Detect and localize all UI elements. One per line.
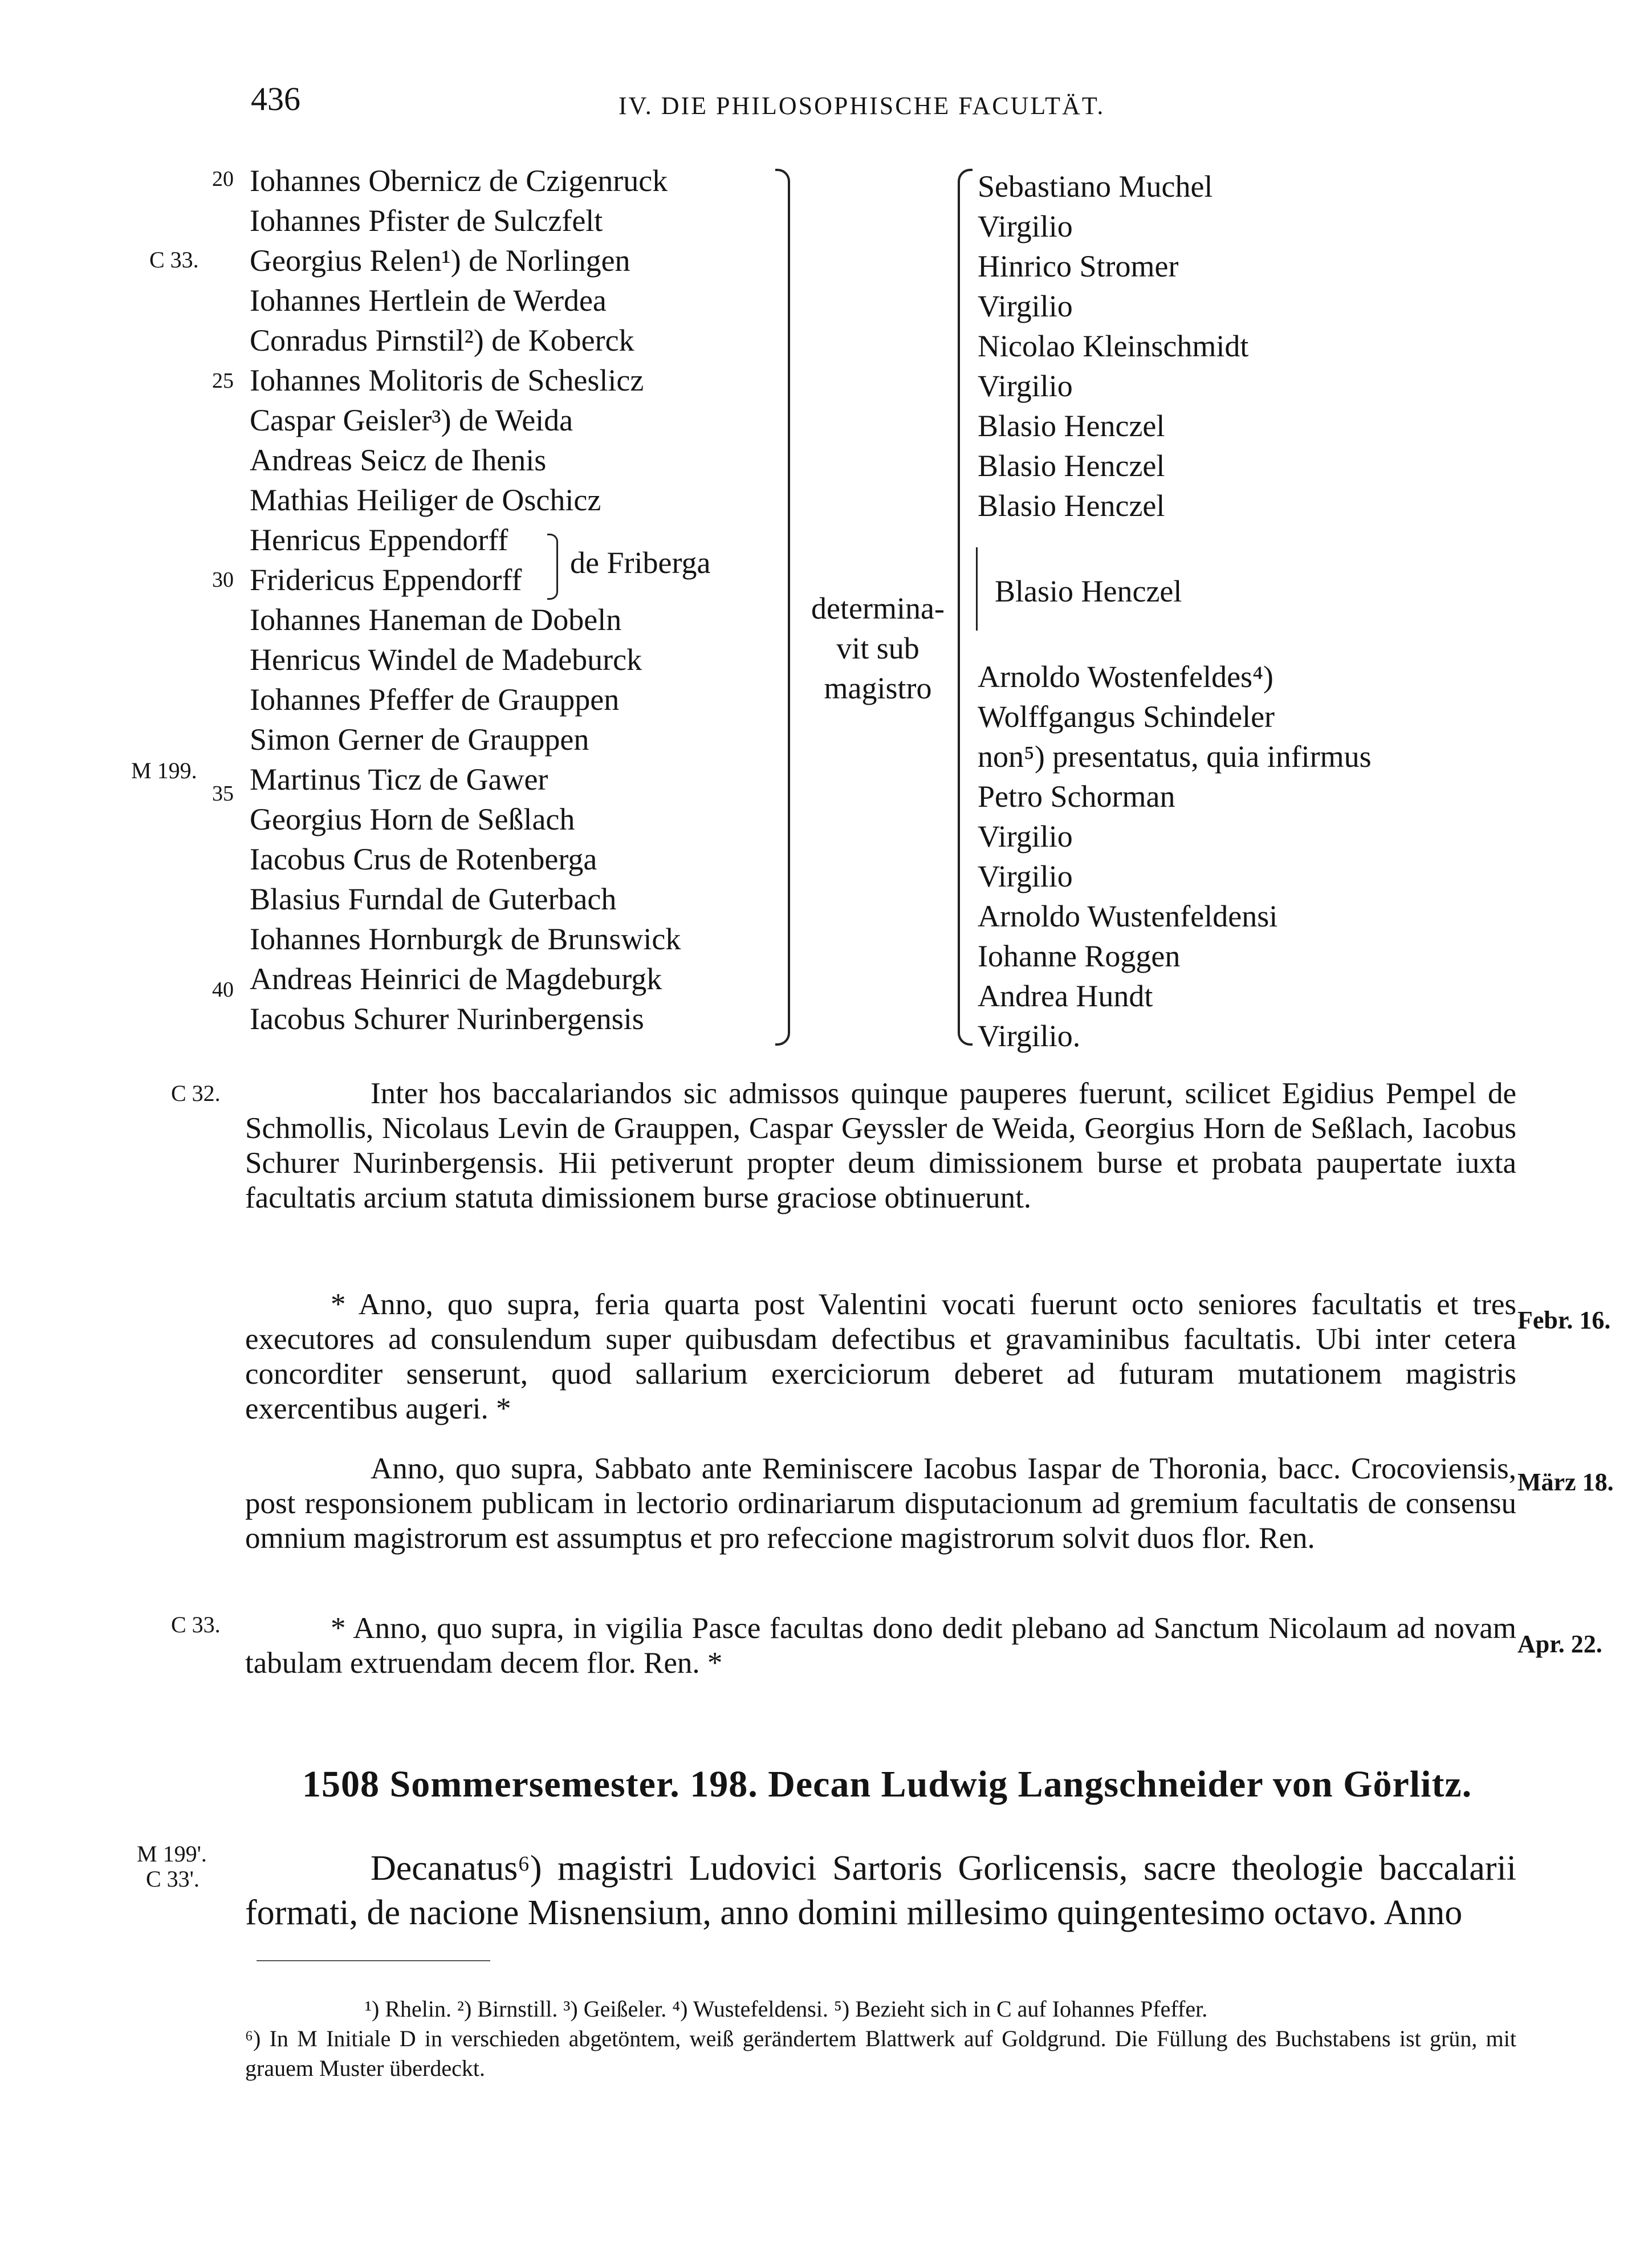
decanatus-paragraph: Decanatus⁶) magistri Ludovici Sartoris Gorlicensis, sacre theologie baccalarii formati, de nacione Misnensium, anno domini millesimo quingentesimo octavo. Anno [245, 1849, 1516, 1932]
master-line: Blasio Henczel [978, 449, 1165, 483]
determinavit-line-1: determina- [811, 591, 945, 625]
footnote-line-1: ¹) Rhelin. ²) Birnstill. ³) Geißeler. ⁴) Wustefeldensi. ⁵) Bezieht sich in C auf Iohannes Pfeffer. [365, 1996, 1208, 2022]
student-line: Iohannes Haneman de Dobeln [250, 603, 622, 637]
line-number-30: 30 [212, 568, 234, 592]
student-line: Iacobus Crus de Rotenberga [250, 842, 597, 876]
student-line: Iohannes Pfister de Sulczfelt [250, 204, 603, 238]
ms-ref-c33: C 33. [149, 247, 199, 273]
line-number-40: 40 [212, 978, 234, 1002]
ms-ref-c32: C 32. [171, 1080, 221, 1106]
student-line: Martinus Ticz de Gawer [250, 762, 548, 796]
master-line: Petro Schorman [978, 779, 1175, 814]
master-line: Nicolao Kleinschmidt [978, 329, 1249, 363]
student-line: Iohannes Hertlein de Werdea [250, 283, 607, 318]
paragraph-pauperes: Inter hos baccalariandos sic admissos quinque pauperes fuerunt, scilicet Egidius Pempel de Schmollis, Nicolaus Levin de Grauppen, Caspar Geyssler de Weida, Georgius Horn de Seßlach, Iacobus Schurer Nurinbergensis. Hii petiverunt propter deum dimissionem burse et probata paupertate iuxta facultatis arcium statuta dimissionem burse graciose obtinuerunt. [245, 1077, 1516, 1214]
master-line: Wolffgangus Schindeler [978, 700, 1275, 734]
semester-heading: 1508 Sommersemester. 198. Decan Ludwig Langschneider von Görlitz. [302, 1763, 1472, 1805]
master-line: Sebastiano Muchel [978, 169, 1213, 204]
student-line: Fridericus Eppendorff [250, 563, 522, 597]
student-line: Iacobus Schurer Nurinbergensis [250, 1002, 644, 1036]
student-line: Iohannes Hornburgk de Brunswick [250, 922, 681, 956]
page-number: 436 [251, 80, 300, 117]
ms-ref-m199: M 199. [131, 758, 197, 783]
student-line: Andreas Seicz de Ihenis [250, 443, 547, 477]
ms-ref-c33-c: C 33'. [146, 1866, 200, 1892]
master-line: Virgilio [978, 819, 1073, 853]
line-number-20: 20 [212, 167, 234, 191]
ms-ref-m199-b: M 199'. [137, 1841, 207, 1867]
student-line: Caspar Geisler³) de Weida [250, 403, 573, 437]
master-line: Virgilio. [978, 1019, 1081, 1053]
master-line: Virgilio [978, 289, 1073, 323]
running-title: IV. DIE PHILOSOPHISCHE FACULTÄT. [619, 92, 1105, 120]
paragraph-tabula: * Anno, quo supra, in vigilia Pasce facultas dono dedit plebano ad Sanctum Nicolaum ad novam tabulam extruendam decem flor. Ren. * [245, 1612, 1516, 1680]
student-line: Georgius Horn de Seßlach [250, 802, 575, 836]
eppendorff-brace [547, 534, 558, 600]
date-maerz-18: März 18. [1517, 1468, 1614, 1496]
determinavit-line-3: magistro [824, 671, 932, 705]
student-line: Henricus Windel de Madeburck [250, 643, 642, 677]
student-line: Andreas Heinrici de Magdeburgk [250, 962, 662, 996]
master-line: Hinrico Stromer [978, 249, 1179, 283]
student-line: Mathias Heiliger de Oschicz [250, 483, 601, 517]
students-brace [775, 169, 790, 1046]
master-line: Iohanne Roggen [978, 939, 1181, 973]
line-number-35: 35 [212, 782, 234, 806]
date-febr-16: Febr. 16. [1517, 1306, 1611, 1334]
friberga-label: de Friberga [570, 546, 711, 580]
paragraph-iaspar: Anno, quo supra, Sabbato ante Reminiscere Iacobus Iaspar de Thoronia, bacc. Crocoviensis, post responsionem publicam in lectorio ordinariarum disputacionum ad gremium facultatis de consensu omnium magistrorum est assumptus et pro refeccione magistrorum solvit duos flor. Ren. [245, 1452, 1516, 1555]
student-line: Iohannes Molitoris de Scheslicz [250, 363, 644, 397]
student-line: Iohannes Pfeffer de Grauppen [250, 682, 620, 717]
master-line: Virgilio [978, 209, 1073, 243]
master-line: Virgilio [978, 369, 1073, 403]
master-line: Arnoldo Wostenfeldes⁴) [978, 660, 1273, 694]
footnote-line-2: ⁶) In M Initiale D in verschieden abgetöntem, weiß gerändertem Blattwerk auf Goldgrund. Die Füllung des Buchstabens ist grün, mit grauem Muster überdeckt. [245, 2026, 1516, 2081]
master-line: Blasio Henczel [995, 574, 1182, 608]
master-line: Blasio Henczel [978, 489, 1165, 523]
master-line: Arnoldo Wustenfeldensi [978, 899, 1278, 933]
student-line: Blasius Furndal de Guterbach [250, 882, 617, 916]
determinavit-line-2: vit sub [836, 631, 919, 665]
line-number-25: 25 [212, 369, 234, 393]
student-line: Georgius Relen¹) de Norlingen [250, 243, 630, 278]
ms-ref-c33-b: C 33. [171, 1612, 221, 1637]
master-line: non⁵) presentatus, quia infirmus [978, 739, 1372, 774]
student-line: Conradus Pirnstil²) de Koberck [250, 323, 634, 357]
master-line: Andrea Hundt [978, 979, 1153, 1013]
footnote-rule [257, 1960, 490, 1961]
student-line: Henricus Eppendorff [250, 523, 508, 557]
student-line: Iohannes Obernicz de Czigenruck [250, 164, 668, 198]
student-line: Simon Gerner de Grauppen [250, 722, 589, 757]
paragraph-seniores: * Anno, quo supra, feria quarta post Valentini vocati fuerunt octo seniores facultatis et tres executores ad consulendum super quibusdam defectibus et gravaminibus facultatis. Ubi inter cetera concorditer senserunt, quod sallarium exerciciorum deberet ad futuram mutationem magistris exercentibus augeri. * [245, 1288, 1516, 1425]
master-line: Virgilio [978, 859, 1073, 893]
henczel-bracket [976, 547, 982, 631]
masters-brace [958, 169, 973, 1046]
master-line: Blasio Henczel [978, 409, 1165, 443]
date-apr-22: Apr. 22. [1517, 1630, 1602, 1658]
